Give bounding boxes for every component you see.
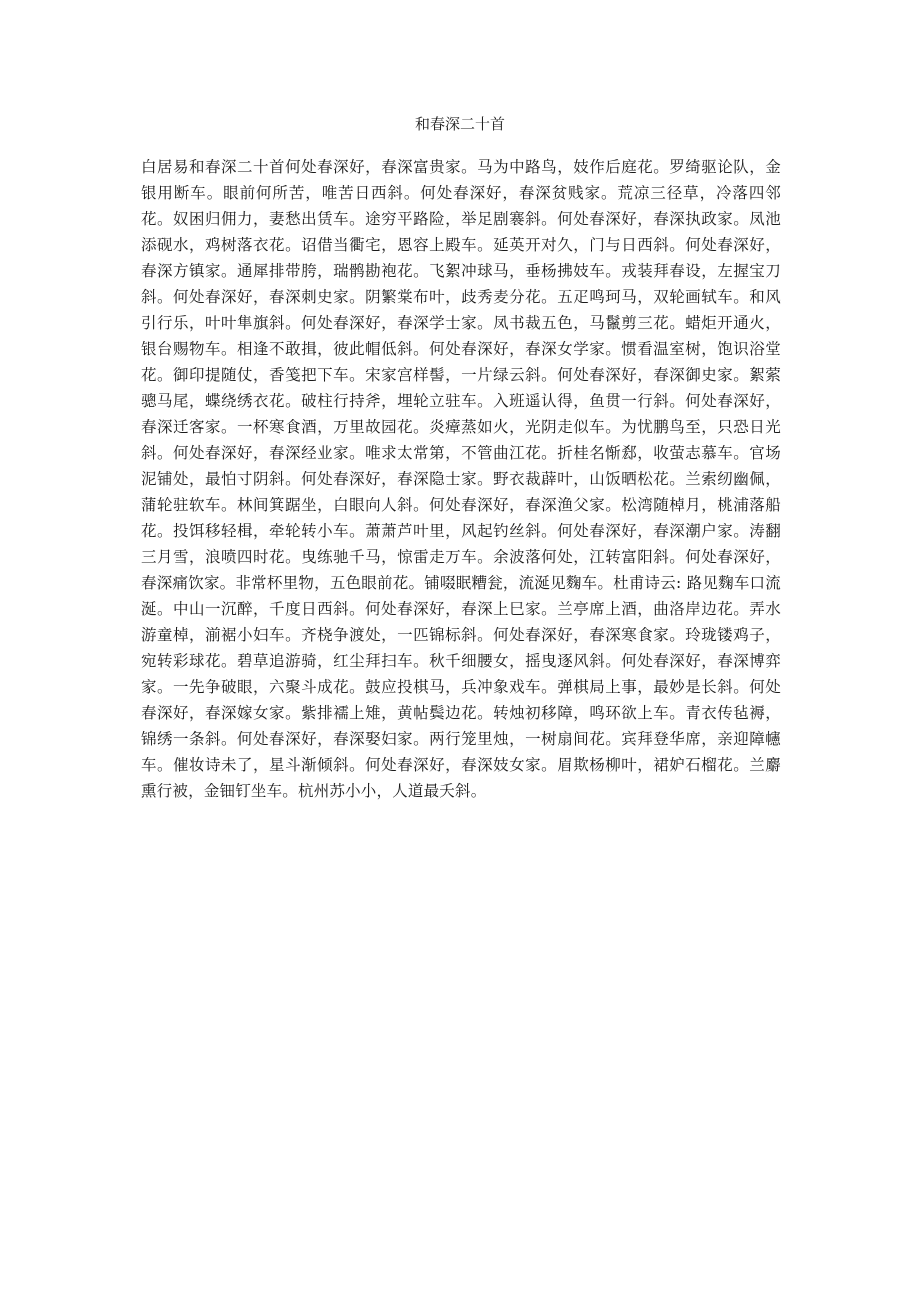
document-body-text: 白居易和春深二十首何处春深好，春深富贵家。马为中路鸟，妓作后庭花。罗绮驱论队，金银用断车。眼前何所苦，唯苦日西斜。何处春深好，春深贫贱家。荒凉三径草，冷落四邻花。奴困归佣力，妻愁出赁车。途穷平路险，举足剧褰斜。何处春深好，春深执政家。凤池添砚水，鸡树落衣花。诏借当衢宅，恩容上殿车。延英开对久，门与日西斜。何处春深好，春深方镇家。通犀排带胯，瑞鹘勘袍花。飞絮冲球马，垂杨拂妓车。戎装拜春设，左握宝刀斜。何处春深好，春深刺史家。阴繁棠布叶，歧秀麦分花。五疋鸣珂马，双轮画轼车。和风引行乐，叶叶隼旗斜。何处春深好，春深学士家。凤书裁五色，马鬣剪三花。蜡炬开通火，银台赐物车。相逢不敢揖，彼此帽低斜。何处春深好，春深女学家。惯看温室树，饱识浴堂花。御印提随仗，香笺把下车。宋家宫样髻，一片绿云斜。何处春深好，春深御史家。絮萦骢马尾，蝶绕绣衣花。破柱行持斧，埋轮立驻车。入班遥认得，鱼贯一行斜。何处春深好，春深迁客家。一杯寒食酒，万里故园花。炎瘴蒸如火，光阴走似车。为忧鹏鸟至，只恐日光斜。何处春深好，春深经业家。唯求太常第，不管曲江花。折桂名惭郄，收萤志慕车。官场泥铺处，最怕寸阴斜。何处春深好，春深隐士家。野衣裁薜叶，山饭晒松花。兰索纫幽佩，蒲轮驻软车。林间箕踞坐，白眼向人斜。何处春深好，春深渔父家。松湾随棹月，桃浦落船花。投饵移轻楫，牵轮转小车。萧萧芦叶里，风起钓丝斜。何处春深好，春深潮户家。涛翻三月雪，浪喷四时花。曳练驰千马，惊雷走万车。余波落何处，江转富阳斜。何处春深好，春深痛饮家。非常杯里物，五色眼前花。铺啜眠糟瓮，流涎见麴车。杜甫诗云: 路见麴车口流涎。中山一沉醉，千度日西斜。何处春深好，春深上巳家。兰亭席上酒，曲洛岸边花。弄水游童棹，湔裾小妇车。齐桡争渡处，一匹锦标斜。何处春深好，春深寒食家。玲珑镂鸡子，宛转彩球花。碧草追游骑，红尘拜扫车。秋千细腰女，摇曳逐风斜。何处春深好，春深博弈家。一先争破眼，六聚斗成花。鼓应投棋马，兵冲象戏车。弹棋局上事，最妙是长斜。何处春深好，春深嫁女家。紫排襦上雉，黄帖鬓边花。转烛初移障，鸣环欲上车。青衣传毡褥，锦绣一条斜。何处春深好，春深娶妇家。两行笼里烛，一树扇间花。宾拜登华席，亲迎障幰车。催妆诗未了，星斗渐倾斜。何处春深好，春深妓女家。眉欺杨柳叶，裙妒石榴花。兰麝熏行被，金钿钉坐车。杭州苏小小，人道最夭斜。 [141,158,781,800]
document-title: 和春深二十首 [414,115,505,133]
